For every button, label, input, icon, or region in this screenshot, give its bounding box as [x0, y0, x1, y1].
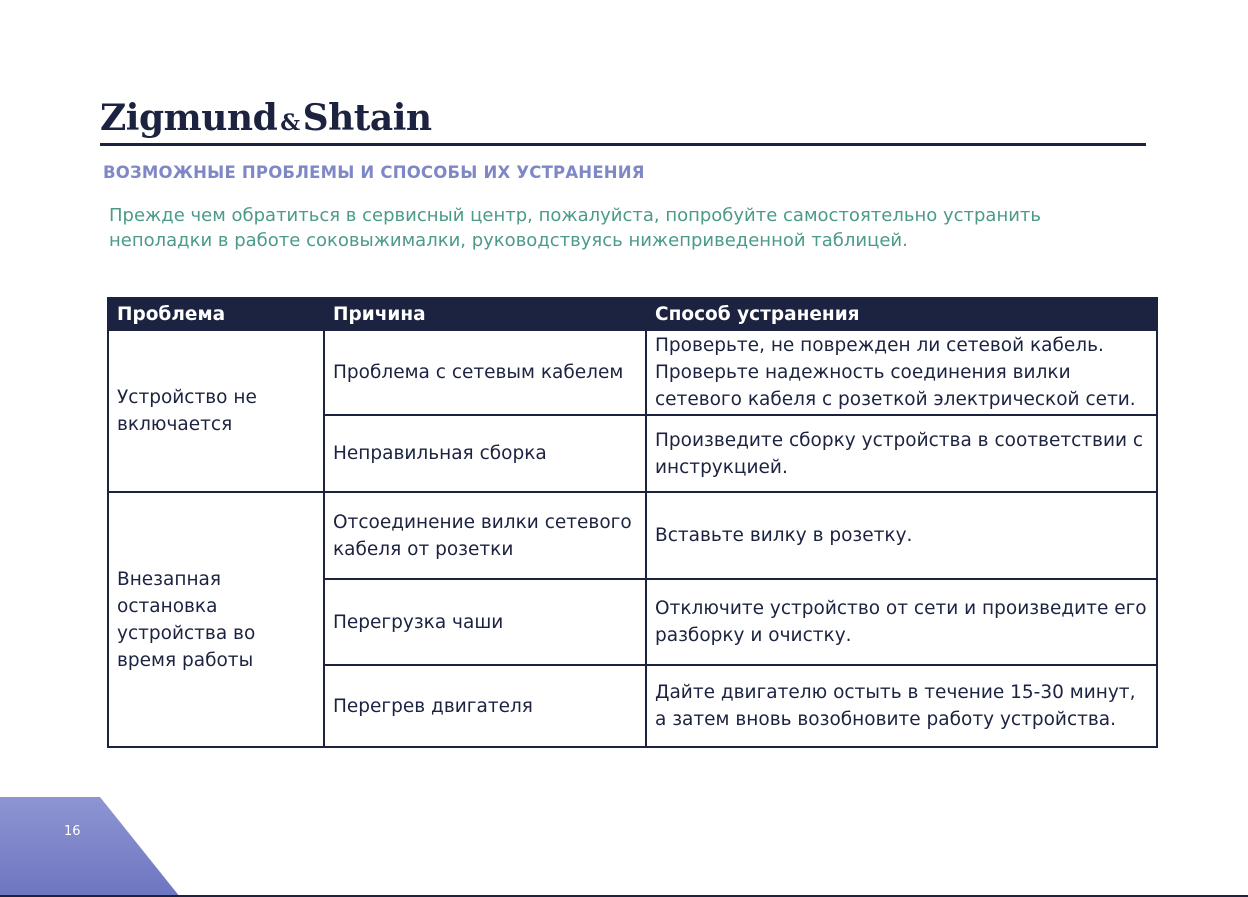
cause-cell: Проблема с сетевым кабелем [324, 330, 646, 415]
page-number: 16 [64, 824, 81, 839]
table-header-row [108, 298, 1157, 330]
table-row [108, 492, 1157, 579]
problem-cell: Устройство не включается [108, 330, 324, 492]
intro-line-1: Прежде чем обратиться в сервисный центр, пожалуйста, попробуйте самостоятельно устранить [109, 205, 1042, 226]
solution-cell: Дайте двигателю остыть в течение 15-30 минут, а затем вновь возобновите работу устройства. [646, 665, 1157, 747]
intro-line-2: неполадки в работе соковыжималки, руководствуясь нижеприведенной таблицей. [109, 230, 908, 251]
brand-logo-right: Shtain [302, 97, 432, 139]
intro-paragraph [109, 203, 1109, 253]
page-corner-tab [0, 797, 180, 897]
cause-cell: Неправильная сборка [324, 415, 646, 492]
solution-cell: Проверьте, не поврежден ли сетевой кабель. Проверьте надежность соединения вилки сетевого кабеля с розеткой электрической сети. [646, 330, 1157, 415]
header-problem: Проблема [108, 298, 324, 330]
header-solution: Способ устранения [646, 298, 1157, 330]
header-cause: Причина [324, 298, 646, 330]
header-divider [100, 143, 1146, 146]
brand-logo-left: Zigmund [100, 97, 278, 139]
solution-cell: Вставьте вилку в розетку. [646, 492, 1157, 579]
cause-cell: Отсоединение вилки сетевого кабеля от розетки [324, 492, 646, 579]
solution-cell: Отключите устройство от сети и произведите его разборку и очистку. [646, 579, 1157, 665]
cause-cell: Перегрузка чаши [324, 579, 646, 665]
cause-cell: Перегрев двигателя [324, 665, 646, 747]
brand-logo-ampersand: & [280, 110, 300, 136]
table-row [108, 330, 1157, 415]
solution-cell: Произведите сборку устройства в соответствии с инструкцией. [646, 415, 1157, 492]
brand-logo [100, 96, 432, 145]
section-title: ВОЗМОЖНЫЕ ПРОБЛЕМЫ И СПОСОБЫ ИХ УСТРАНЕНИЯ [103, 163, 645, 182]
problem-cell: Внезапная остановка устройства во время работы [108, 492, 324, 747]
troubleshooting-table [107, 297, 1158, 748]
